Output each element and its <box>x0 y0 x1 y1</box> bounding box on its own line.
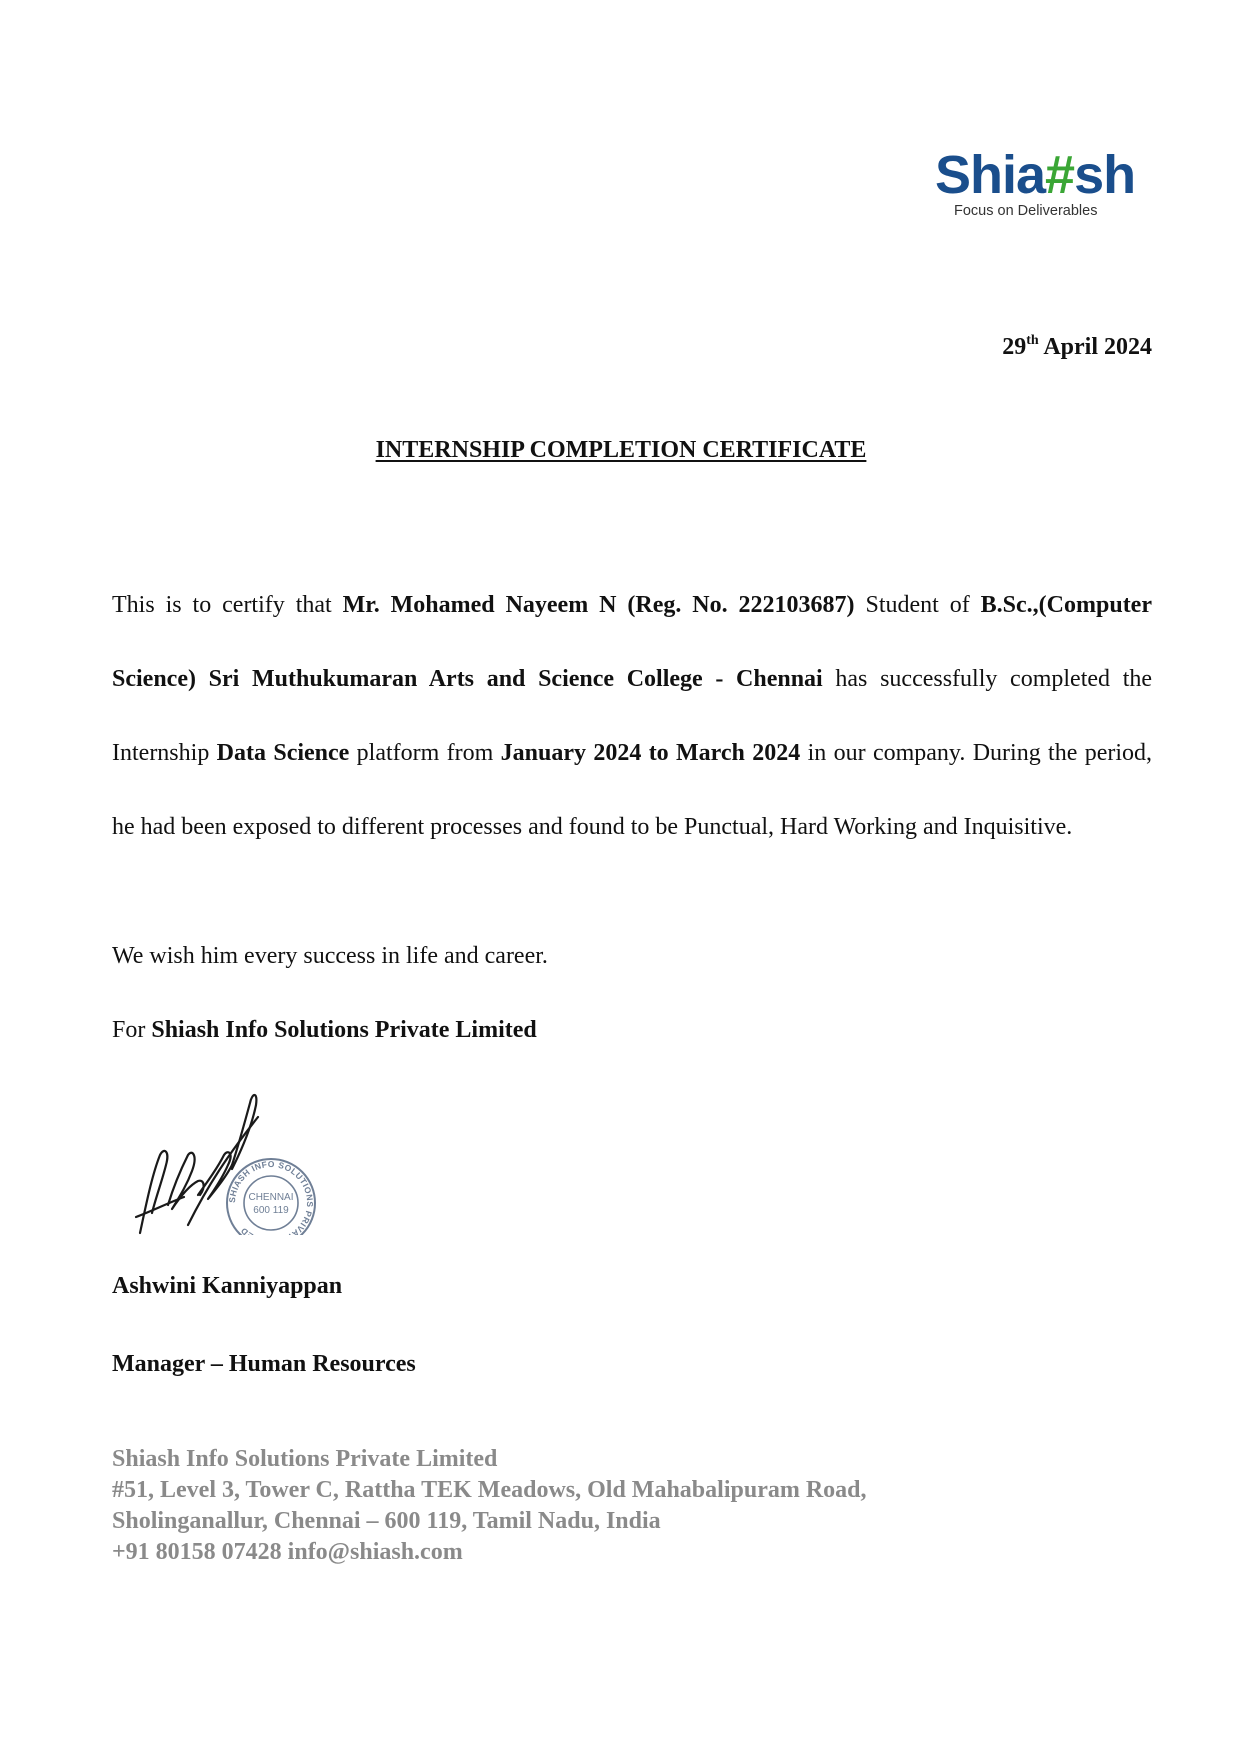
footer-contact: +91 80158 07428 info@shiash.com <box>112 1539 463 1565</box>
for-prefix: For <box>112 1017 152 1043</box>
body-text-2: Student of <box>854 592 981 618</box>
signatory-role: Manager – Human Resources <box>112 1351 416 1377</box>
seal-city: CHENNAI <box>248 1192 294 1203</box>
company-seal <box>227 1159 315 1235</box>
logo-hash: # <box>1045 145 1075 205</box>
body-text-5: in our company. During the period, he had been exposed to different processes and found to be Punctual, Hard Working and Inquisitive. <box>112 740 1153 840</box>
internship-period: January 2024 to March 2024 <box>500 740 801 766</box>
footer-address-line-2: Sholinganallur, Chennai – 600 119, Tamil Nadu, India <box>112 1508 661 1534</box>
date-month-year: April 2024 <box>1043 334 1152 360</box>
signature-and-seal <box>128 1085 318 1235</box>
for-company-line <box>112 1017 537 1044</box>
company-footer <box>112 1444 867 1568</box>
certificate-body <box>112 568 1152 864</box>
seal-ring-text: SHIASH INFO SOLUTIONS PRIVA D <box>226 1158 316 1235</box>
internship-domain: Data Science <box>216 740 350 766</box>
wish-line: We wish him every success in life and career. <box>112 943 548 969</box>
handwritten-signature <box>136 1095 258 1233</box>
logo-wordmark <box>935 145 1136 205</box>
signatory-name: Ashwini Kanniyappan <box>112 1273 343 1299</box>
company-logo <box>935 145 1136 223</box>
date-suffix: th <box>1026 333 1039 348</box>
logo-word-end: sh <box>1074 145 1136 205</box>
certificate-title: INTERNSHIP COMPLETION CERTIFICATE <box>375 437 867 463</box>
seal-pin: 600 119 <box>253 1205 289 1216</box>
logo-word-start: Shia <box>935 145 1046 205</box>
footer-company: Shiash Info Solutions Private Limited <box>112 1446 498 1472</box>
date-day: 29 <box>1002 334 1027 360</box>
body-text-3: has successfully completed the Internship <box>112 666 1153 766</box>
body-text-4: platform from <box>349 740 501 766</box>
signature-seal-graphic <box>128 1085 318 1235</box>
for-company-name: Shiash Info Solutions Private Limited <box>151 1017 537 1043</box>
certificate-date <box>1002 334 1152 361</box>
student-course: B.Sc.,(Computer Science) Sri Muthukumaran Arts and Science College - Chennai <box>112 592 1152 692</box>
body-text-1: This is to certify that <box>112 592 343 618</box>
student-name: Mr. Mohamed Nayeem N (Reg. No. 222103687) <box>342 592 855 618</box>
footer-address-line-1: #51, Level 3, Tower C, Rattha TEK Meadows, Old Mahabalipuram Road, <box>112 1477 867 1503</box>
logo-tagline: Focus on Deliverables <box>954 203 1098 219</box>
